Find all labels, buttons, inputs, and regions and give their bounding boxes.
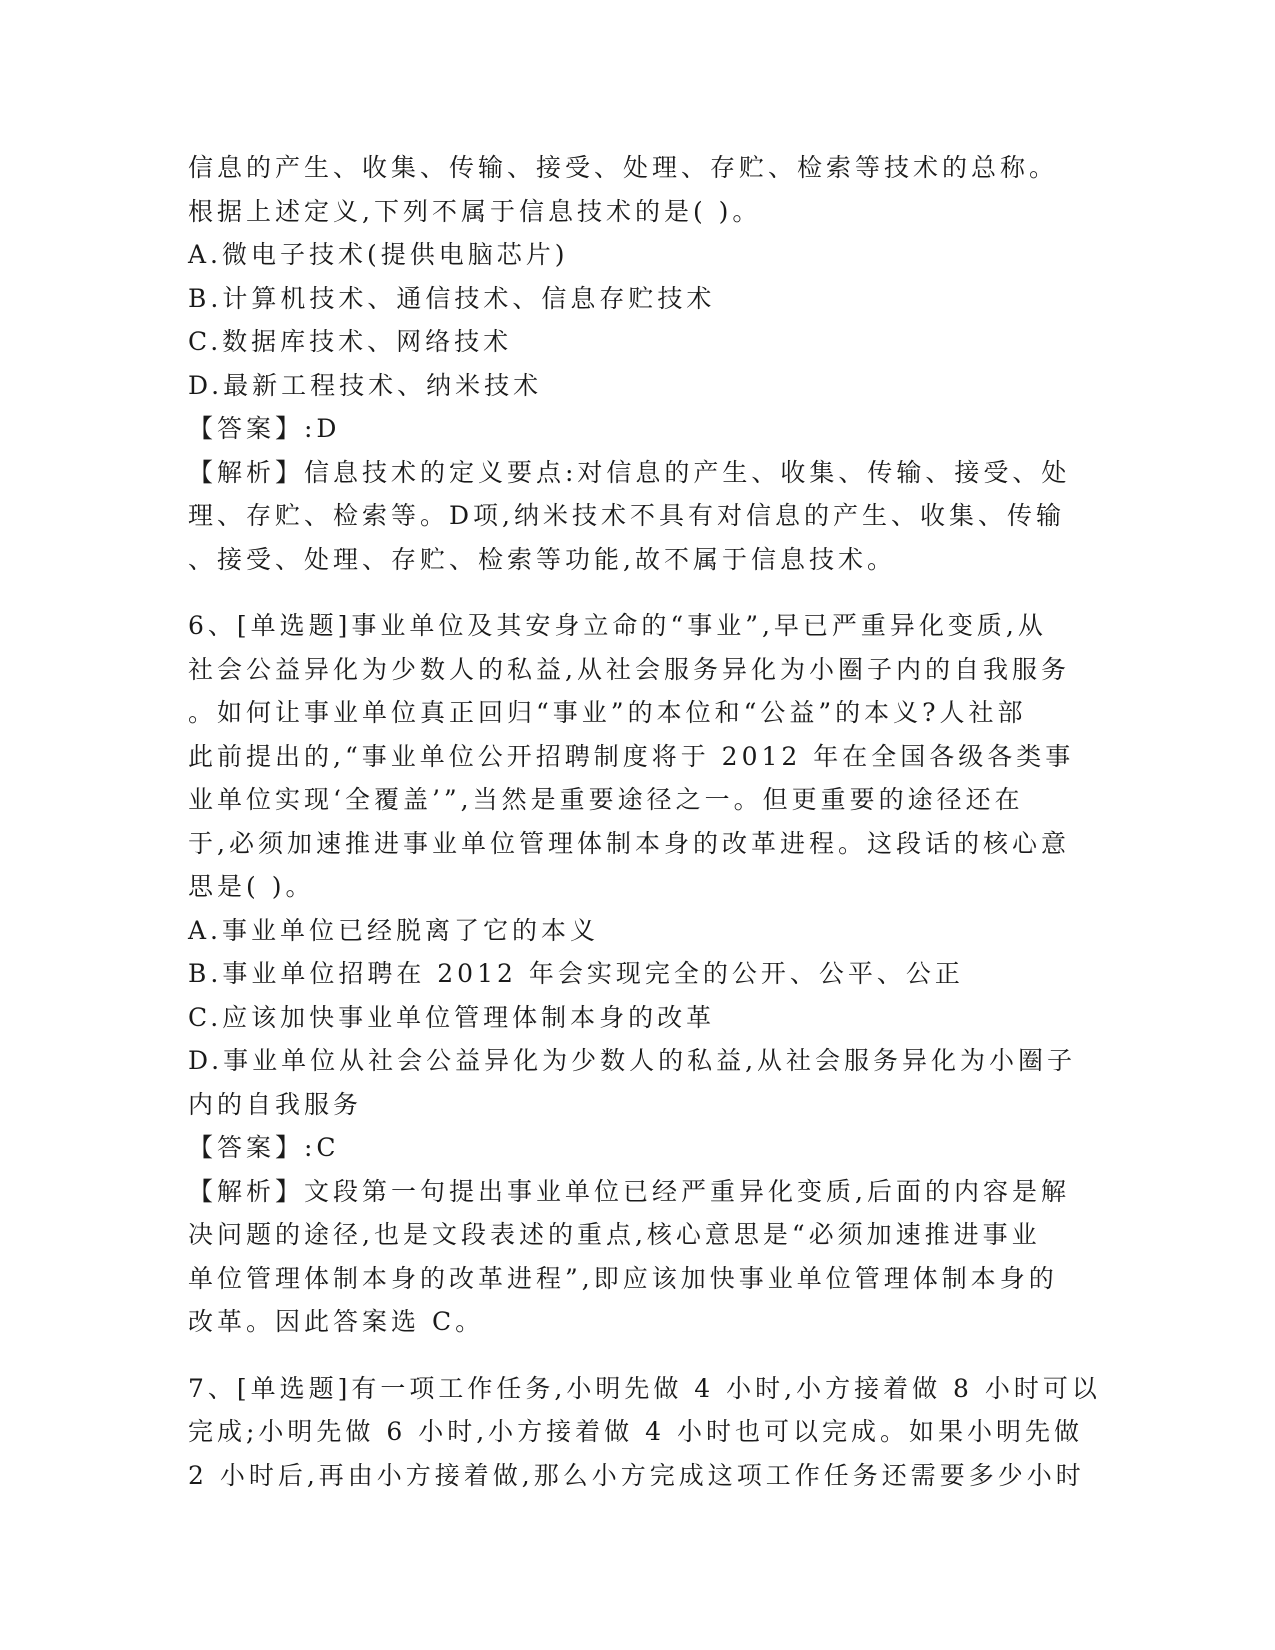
page-content xyxy=(188,146,1101,1497)
question-stem-line: 。如何让事业单位真正回归“事业”的本位和“公益”的本义?人社部 xyxy=(188,698,1027,727)
answer-line: 【答案】:D xyxy=(188,414,341,443)
question-stem-line: 信息的产生、收集、传输、接受、处理、存贮、检索等技术的总称。 xyxy=(188,153,1059,182)
question-stem-line: 业单位实现‘全覆盖’”,当然是重要途径之一。但更重要的途径还在 xyxy=(188,785,1024,814)
question-spacer xyxy=(188,581,1088,604)
answer-line: 【答案】:C xyxy=(188,1133,340,1162)
question-stem-line: 于,必须加速推进事业单位管理体制本身的改革进程。这段话的核心意 xyxy=(188,828,1070,858)
option-b: B.事业单位招聘在 2012 年会实现完全的公开、公平、公正 xyxy=(188,959,964,988)
question-stem-line: 此前提出的,“事业单位公开招聘制度将于 2012 年在全国各级各类事 xyxy=(188,741,1075,771)
analysis-line: 理、存贮、检索等。D项,纳米技术不具有对信息的产生、收集、传输 xyxy=(188,501,1065,530)
option-c: C.应该加快事业单位管理体制本身的改革 xyxy=(188,1002,716,1032)
analysis-line: 、接受、处理、存贮、检索等功能,故不属于信息技术。 xyxy=(188,544,896,574)
question-stem-line: 7、[单选题]有一项工作任务,小明先做 4 小时,小方接着做 8 小时可以 xyxy=(188,1373,1101,1403)
option-a: A.微电子技术(提供电脑芯片) xyxy=(188,240,569,269)
question-stem-line: 2 小时后,再由小方接着做,那么小方完成这项工作任务还需要多少小时 xyxy=(188,1460,1085,1490)
question-7 xyxy=(188,1367,1101,1498)
question-6 xyxy=(188,604,1088,1344)
option-d-continued: 内的自我服务 xyxy=(188,1089,363,1119)
question-stem-line: 根据上述定义,下列不属于信息技术的是( )。 xyxy=(188,196,762,226)
option-b: B.计算机技术、通信技术、信息存贮技术 xyxy=(188,283,716,313)
analysis-line: 单位管理体制本身的改革进程”,即应该加快事业单位管理体制本身的 xyxy=(188,1263,1058,1293)
option-d: D.最新工程技术、纳米技术 xyxy=(188,370,543,400)
analysis-line: 决问题的途径,也是文段表述的重点,核心意思是“必须加速推进事业 xyxy=(188,1220,1041,1249)
question-stem-line: 思是( )。 xyxy=(188,872,315,901)
option-a: A.事业单位已经脱离了它的本义 xyxy=(188,915,600,945)
question-stem-line: 社会公益异化为少数人的私益,从社会服务异化为小圈子内的自我服务 xyxy=(188,654,1070,684)
question-stem-line: 6、[单选题]事业单位及其安身立命的“事业”,早已严重异化变质,从 xyxy=(188,611,1047,640)
option-c: C.数据库技术、网络技术 xyxy=(188,327,513,356)
analysis-line: 【解析】文段第一句提出事业单位已经严重异化变质,后面的内容是解 xyxy=(188,1176,1070,1206)
analysis-line: 改革。因此答案选 C。 xyxy=(188,1307,485,1336)
question-spacer xyxy=(188,1344,1088,1367)
option-d: D.事业单位从社会公益异化为少数人的私益,从社会服务异化为小圈子 xyxy=(188,1046,1077,1075)
analysis-line: 【解析】信息技术的定义要点:对信息的产生、收集、传输、接受、处 xyxy=(188,457,1071,487)
question-5 xyxy=(188,146,1088,581)
question-stem-line: 完成;小明先做 6 小时,小方接着做 4 小时也可以完成。如果小明先做 xyxy=(188,1417,1083,1446)
